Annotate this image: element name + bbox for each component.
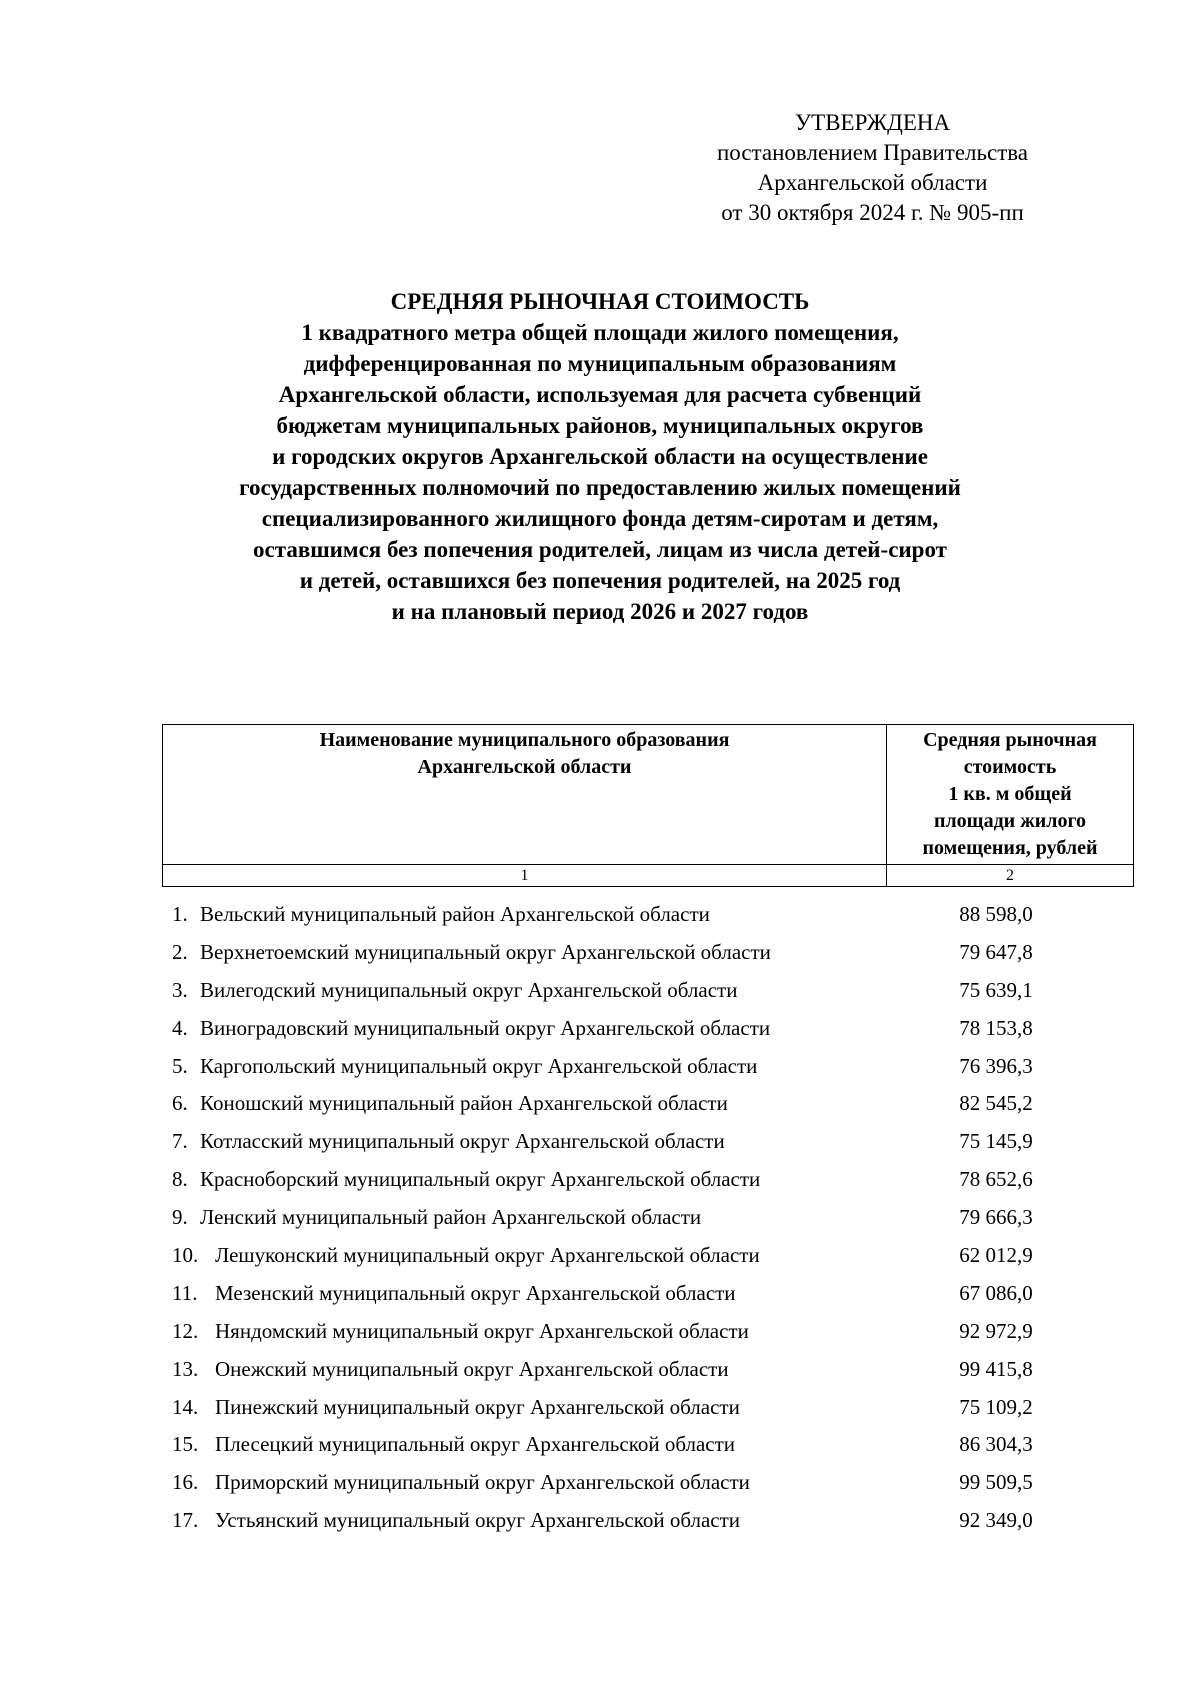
title-line: и на плановый период 2026 и 2027 годов xyxy=(391,599,809,624)
row-price: 67 086,0 xyxy=(959,1280,1033,1305)
header-municipality-line: Архангельской области xyxy=(417,756,632,778)
header-price-line: помещения, рублей xyxy=(922,837,1098,859)
header-municipality-line: Наименование муниципального образования xyxy=(319,729,730,751)
row-number: 8. xyxy=(172,1167,188,1192)
title-line: специализированного жилищного фонда детям-сиротам и детям, xyxy=(261,506,939,531)
row-price: 75 145,9 xyxy=(959,1129,1033,1154)
approval-heading: УТВЕРЖДЕНА xyxy=(794,110,951,135)
title-line: бюджетам муниципальных районов, муниципальных округов xyxy=(276,413,924,438)
row-municipality: Лешуконский муниципальный округ Архангельской области xyxy=(215,1243,760,1268)
header-price-line: площади жилого xyxy=(933,810,1087,832)
table-row xyxy=(162,1123,1128,1161)
approval-decree-line: постановлением Правительства xyxy=(716,140,1029,165)
row-municipality: Красноборский муниципальный округ Архангельской области xyxy=(200,1167,761,1192)
row-municipality: Няндомский муниципальный округ Архангельской области xyxy=(215,1318,749,1343)
header-price-line: стоимость xyxy=(963,756,1057,778)
table-row xyxy=(162,1275,1128,1313)
table-row xyxy=(162,1426,1128,1464)
table-header xyxy=(162,724,1134,887)
row-municipality: Плесецкий муниципальный округ Архангельской области xyxy=(215,1432,736,1457)
table-row xyxy=(162,1351,1128,1389)
table-row xyxy=(162,1010,1128,1048)
title-line: дифференцированная по муниципальным образованиям xyxy=(303,351,897,376)
row-number: 11. xyxy=(172,1280,198,1305)
table-row xyxy=(162,1464,1128,1502)
row-municipality: Котласский муниципальный округ Архангельской области xyxy=(200,1129,725,1154)
table-body xyxy=(162,896,1128,1540)
row-municipality: Пинежский муниципальный округ Архангельской области xyxy=(215,1394,740,1419)
title-line: Архангельской области, используемая для расчета субвенций xyxy=(278,382,922,407)
row-municipality: Мезенский муниципальный округ Архангельской области xyxy=(215,1280,736,1305)
approval-date-line: от 30 октября 2024 г. № 905-пп xyxy=(721,200,1024,225)
row-municipality: Ленский муниципальный район Архангельской области xyxy=(200,1205,702,1230)
row-number: 1. xyxy=(172,902,188,926)
header-municipality xyxy=(163,725,887,865)
row-number: 3. xyxy=(172,977,188,1002)
row-price: 78 153,8 xyxy=(959,1015,1033,1040)
column-number-2: 2 xyxy=(887,865,1134,887)
header-row xyxy=(163,725,1134,865)
row-number: 5. xyxy=(172,1053,188,1078)
title-line: 1 квадратного метра общей площади жилого помещения, xyxy=(301,320,899,345)
row-number: 9. xyxy=(172,1205,188,1230)
row-number: 7. xyxy=(172,1129,188,1154)
table-row xyxy=(162,896,1128,934)
row-price: 92 349,0 xyxy=(959,1508,1033,1533)
row-municipality: Коношский муниципальный район Архангельской области xyxy=(200,1091,728,1116)
row-price: 75 639,1 xyxy=(959,977,1033,1002)
row-price: 76 396,3 xyxy=(959,1053,1033,1078)
row-price: 79 666,3 xyxy=(959,1205,1033,1230)
title-line: и городских округов Архангельской области на осуществление xyxy=(272,444,928,469)
approval-stamp xyxy=(700,108,1045,228)
table-row xyxy=(162,1313,1128,1351)
row-number: 10. xyxy=(172,1243,199,1268)
table-row xyxy=(162,934,1128,972)
row-municipality: Вельский муниципальный район Архангельской области xyxy=(200,902,710,926)
row-municipality: Каргопольский муниципальный округ Архангельской области xyxy=(200,1053,758,1078)
row-price: 75 109,2 xyxy=(959,1394,1033,1419)
row-municipality: Устьянский муниципальный округ Архангельской области xyxy=(215,1508,741,1533)
row-number: 14. xyxy=(172,1394,199,1419)
table-row xyxy=(162,1237,1128,1275)
row-price: 79 647,8 xyxy=(959,939,1033,964)
table-row xyxy=(162,1161,1128,1199)
column-number-1: 1 xyxy=(163,865,887,887)
table-row xyxy=(162,1389,1128,1427)
row-number: 12. xyxy=(172,1318,199,1343)
row-number: 13. xyxy=(172,1356,199,1381)
row-price: 92 972,9 xyxy=(959,1318,1033,1343)
row-number: 16. xyxy=(172,1470,199,1495)
title-line: государственных полномочий по предоставлению жилых помещений xyxy=(239,475,961,500)
row-price: 99 415,8 xyxy=(959,1356,1033,1381)
row-price: 88 598,0 xyxy=(959,902,1033,926)
row-price: 78 652,6 xyxy=(959,1167,1033,1192)
table-row xyxy=(162,1199,1128,1237)
table-row xyxy=(162,1048,1128,1086)
row-number: 4. xyxy=(172,1015,188,1040)
title-line: оставшимся без попечения родителей, лицам из числа детей-сирот xyxy=(253,537,947,562)
column-number-row xyxy=(163,865,1134,887)
row-number: 2. xyxy=(172,939,188,964)
title-line: и детей, оставшихся без попечения родителей, на 2025 год xyxy=(299,568,901,593)
row-number: 6. xyxy=(172,1091,188,1116)
header-price-line: 1 кв. м общей xyxy=(948,783,1072,805)
row-price: 86 304,3 xyxy=(959,1432,1033,1457)
row-municipality: Приморский муниципальный округ Архангельской области xyxy=(215,1470,750,1495)
header-price xyxy=(887,725,1134,865)
row-number: 17. xyxy=(172,1508,199,1533)
table-row xyxy=(162,972,1128,1010)
row-price: 99 509,5 xyxy=(959,1470,1033,1495)
table-row xyxy=(162,1502,1128,1540)
row-price: 62 012,9 xyxy=(959,1243,1033,1268)
row-municipality: Вилегодский муниципальный округ Архангельской области xyxy=(200,977,738,1002)
row-municipality: Верхнетоемский муниципальный округ Архангельской области xyxy=(200,939,771,964)
document-title xyxy=(150,286,1050,627)
table-row xyxy=(162,1085,1128,1123)
row-price: 82 545,2 xyxy=(959,1091,1033,1116)
row-municipality: Виноградовский муниципальный округ Архангельской области xyxy=(200,1015,771,1040)
row-number: 15. xyxy=(172,1432,199,1457)
row-municipality: Онежский муниципальный округ Архангельской области xyxy=(215,1356,729,1381)
approval-region-line: Архангельской области xyxy=(757,170,988,195)
header-price-line: Средняя рыночная xyxy=(923,729,1097,751)
title-line: СРЕДНЯЯ РЫНОЧНАЯ СТОИМОСТЬ xyxy=(390,289,810,314)
